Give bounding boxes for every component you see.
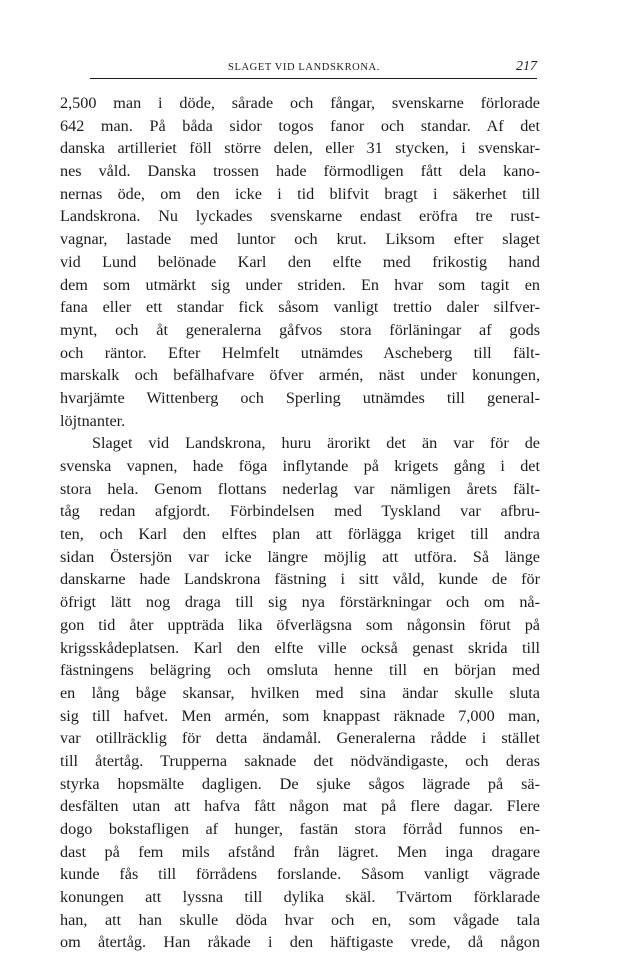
running-head bbox=[90, 58, 537, 78]
text-line: vagnar, lastade med luntor och krut. Liksom efter slaget bbox=[60, 230, 540, 249]
text-line: 2,500 man i döde, sårade och fångar, svenskarne förlorade bbox=[60, 94, 540, 112]
text-line: dast på fem mils afstånd från lägret. Men inga dragare bbox=[60, 842, 540, 861]
text-line: till återtåg. Trupperna saknade det nödvändigaste, och deras bbox=[60, 751, 540, 770]
text-line: och räntor. Efter Helmfelt utnämdes Ascheberg till fält- bbox=[60, 343, 540, 362]
text-line: styrka hopsmälte dagligen. De sjuke sågos lägrade på sä- bbox=[60, 774, 540, 793]
text-line: nernas öde, om den icke i tid blifvit bragt i säkerhet till bbox=[60, 184, 540, 203]
text-line: gon tid åter uppträda lika öfverlägsna som någonsin förut på bbox=[60, 615, 540, 634]
text-line: dogo bokstafligen af hunger, fastän stora förråd funnos en- bbox=[60, 820, 540, 838]
text-line: han, att han skulle döda hvar och en, som vågade tala bbox=[60, 910, 540, 929]
text-line: desfälten utan att hafva fått någon mat på flere dagar. Flere bbox=[60, 797, 540, 816]
text-line: Landskrona. Nu lyckades svenskarne endast eröfra tre rust- bbox=[60, 207, 540, 226]
text-line: 642 man. På båda sidor togos fanor och standar. Af det bbox=[60, 116, 540, 135]
text-line: öfrigt lätt nog draga till sig nya förstärkningar och om nå- bbox=[60, 593, 540, 612]
text-line: marskalk och befälhafvare öfver armén, näst under konungen, bbox=[60, 366, 540, 385]
header-rule bbox=[90, 78, 537, 79]
text-line: danskarne hade Landskrona fästning i sitt våld, kunde de för bbox=[60, 570, 540, 589]
text-line: danska artilleriet föll större delen, eller 31 stycken, i svenskar- bbox=[60, 139, 540, 158]
text-line: mynt, och åt generalerna gåfvos stora förläningar af gods bbox=[60, 320, 540, 339]
text-line: om återtåg. Han råkade i den häftigaste vrede, då någon bbox=[60, 933, 540, 952]
text-line: konungen att lyssna till dylika skäl. Tvärtom förklarade bbox=[60, 888, 540, 907]
running-title: SLAGET VID LANDSKRONA. bbox=[228, 62, 380, 73]
text-line: fästningens belägring och omsluta henne till en början med bbox=[60, 661, 540, 680]
text-line: svenska vapnen, hade föga inflytande på krigets gång i det bbox=[60, 457, 540, 475]
text-line: ten, och Karl den elftes plan att förlägga kriget till andra bbox=[60, 525, 540, 544]
text-line: var otillräcklig för detta ändamål. Generalerna rådde i stället bbox=[60, 729, 540, 748]
text-line: dem som utmärkt sig under striden. En hvar som tagit en bbox=[60, 275, 540, 294]
text-line: tåg redan afgjordt. Förbindelsen med Tyskland var afbru- bbox=[60, 502, 540, 521]
text-line: stora hela. Genom flottans nederlag var nämligen årets fält- bbox=[60, 479, 540, 498]
page-number: 217 bbox=[516, 59, 537, 74]
paragraph-end-line: löjtnanter. bbox=[60, 411, 126, 430]
text-line: nes våld. Danska trossen hade förmodligen fått dela kano- bbox=[60, 162, 540, 181]
text-line: hvarjämte Wittenberg och Sperling utnämdes till general- bbox=[60, 388, 540, 407]
text-line: krigsskådeplatsen. Karl den elfte ville också genast skrida till bbox=[60, 638, 540, 657]
text-line: vid Lund belönade Karl den elfte med frikostig hand bbox=[60, 252, 540, 271]
text-line: en lång båge skansar, hvilken med sina ändar skulle sluta bbox=[60, 683, 540, 702]
text-line: fana eller ett standar fick såsom vanligt trettio daler silfver- bbox=[60, 298, 540, 317]
text-line: sig till hafvet. Men armén, som knappast räknade 7,000 man, bbox=[60, 706, 540, 725]
text-line: sidan Östersjön var icke längre möjlig att utföra. Så länge bbox=[60, 547, 540, 566]
body-text bbox=[60, 92, 540, 954]
text-line: kunde fås till förrådens forslande. Såsom vanligt vägrade bbox=[60, 865, 540, 884]
paragraph-start-line: Slaget vid Landskrona, huru ärorikt det än var för de bbox=[92, 434, 540, 453]
